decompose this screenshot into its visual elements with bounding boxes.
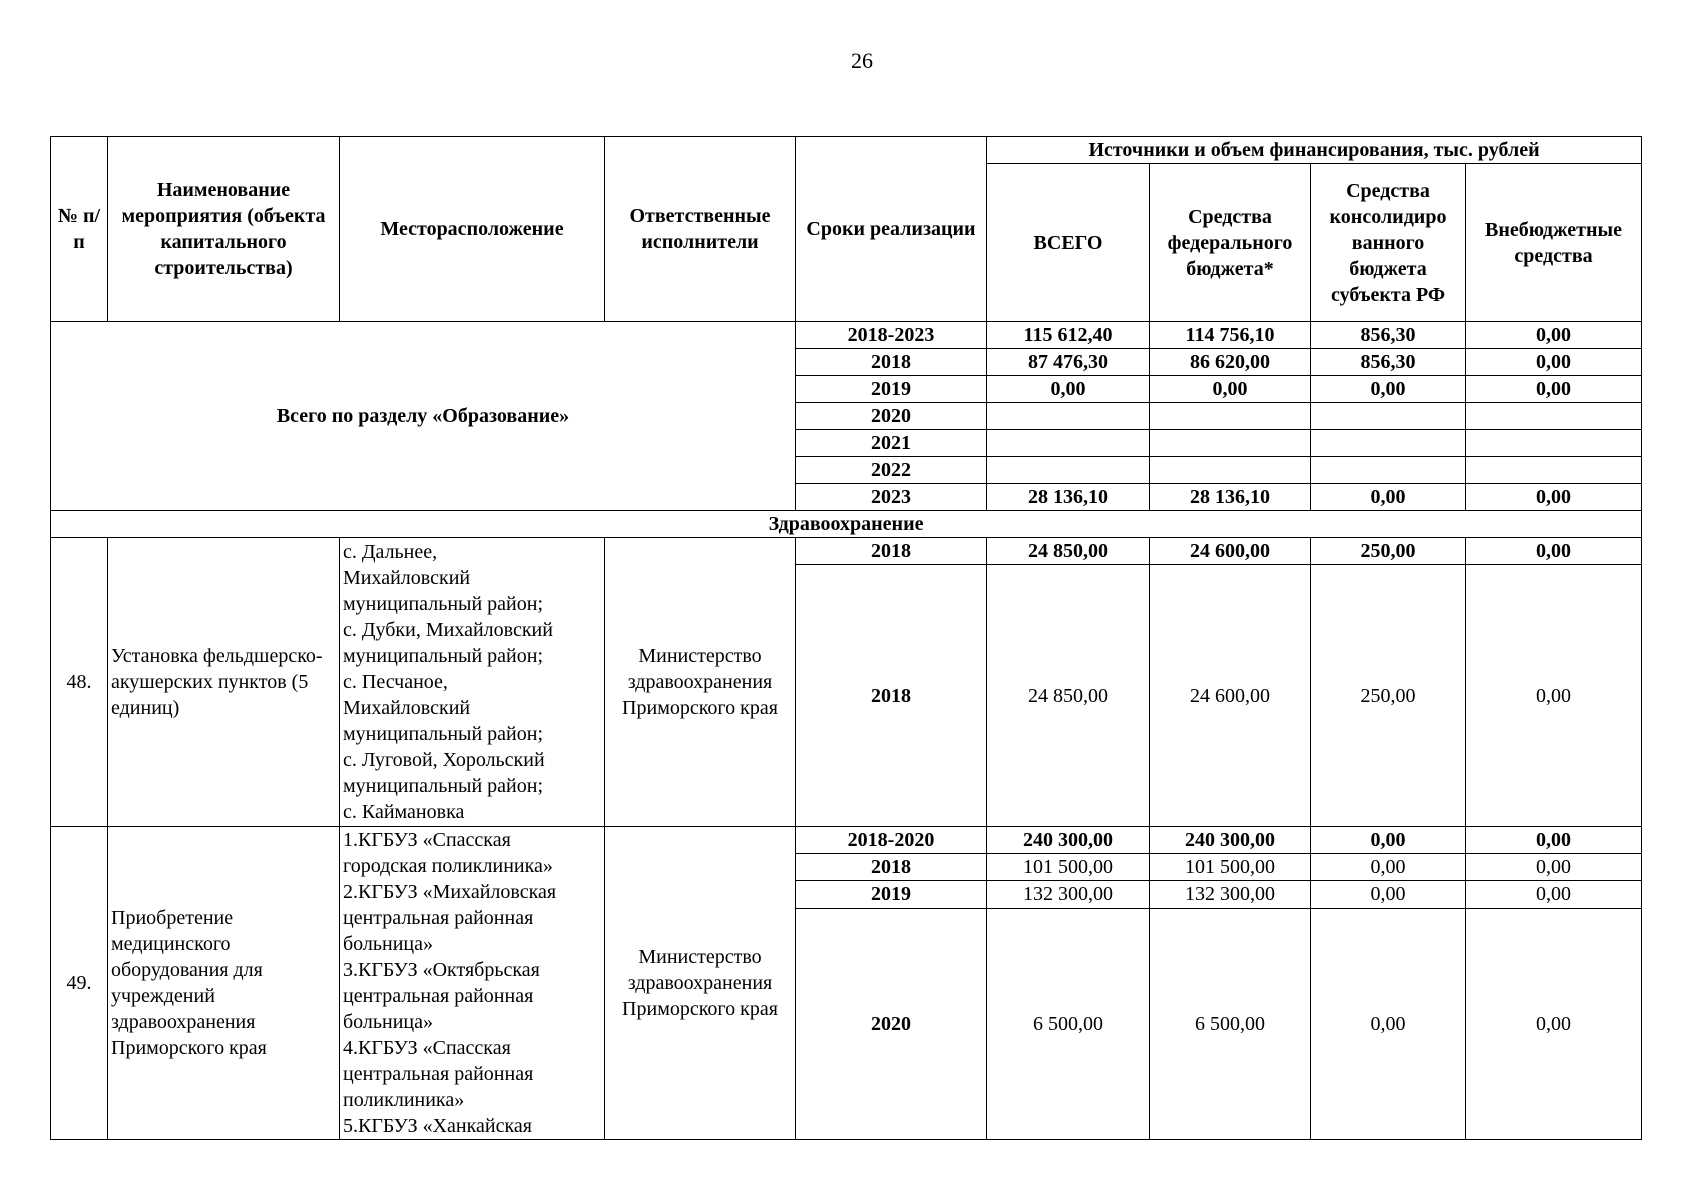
regional-cell: 250,00 [1311, 565, 1466, 827]
header-no: № п/п [51, 137, 108, 322]
year-cell: 2023 [796, 484, 987, 511]
total-cell [987, 457, 1150, 484]
regional-cell: 0,00 [1311, 376, 1466, 403]
federal-cell [1150, 457, 1311, 484]
year-cell: 2019 [796, 881, 987, 908]
total-cell: 87 476,30 [987, 349, 1150, 376]
year-cell: 2018-2020 [796, 827, 987, 854]
extra-cell [1466, 403, 1642, 430]
total-cell: 115 612,40 [987, 322, 1150, 349]
header-funding-group: Источники и объем финансирования, тыс. рублей [987, 137, 1642, 164]
section-title: Здравоохранение [51, 511, 1642, 538]
item-number: 49. [51, 827, 108, 1140]
year-cell: 2022 [796, 457, 987, 484]
extra-cell: 0,00 [1466, 349, 1642, 376]
header-total: ВСЕГО [987, 164, 1150, 322]
federal-cell: 28 136,10 [1150, 484, 1311, 511]
year-cell: 2021 [796, 430, 987, 457]
extra-cell: 0,00 [1466, 484, 1642, 511]
year-cell: 2018 [796, 854, 987, 881]
regional-cell [1311, 457, 1466, 484]
table-row [51, 538, 1642, 565]
extra-cell: 0,00 [1466, 854, 1642, 881]
year-cell: 2018 [796, 349, 987, 376]
year-cell: 2020 [796, 908, 987, 1139]
extra-cell: 0,00 [1466, 322, 1642, 349]
table-row [51, 322, 1642, 349]
year-cell: 2020 [796, 403, 987, 430]
federal-cell [1150, 403, 1311, 430]
item-executor: Министерство здравоохранения Приморского края [605, 538, 796, 827]
total-cell [987, 430, 1150, 457]
regional-cell: 250,00 [1311, 538, 1466, 565]
regional-cell: 0,00 [1311, 484, 1466, 511]
section-total-label: Всего по разделу «Образование» [51, 322, 796, 511]
financing-table [50, 136, 1642, 1140]
regional-cell [1311, 430, 1466, 457]
federal-cell: 240 300,00 [1150, 827, 1311, 854]
regional-cell: 856,30 [1311, 349, 1466, 376]
extra-cell: 0,00 [1466, 881, 1642, 908]
federal-cell: 132 300,00 [1150, 881, 1311, 908]
extra-cell [1466, 457, 1642, 484]
regional-cell: 0,00 [1311, 908, 1466, 1139]
federal-cell [1150, 430, 1311, 457]
extra-cell: 0,00 [1466, 538, 1642, 565]
year-cell: 2018 [796, 538, 987, 565]
total-cell: 24 850,00 [987, 538, 1150, 565]
extra-cell [1466, 430, 1642, 457]
federal-cell: 101 500,00 [1150, 854, 1311, 881]
header-name: Наименование мероприятия (объекта капитального строительства) [108, 137, 340, 322]
header-extrabudget: Внебюджетные средства [1466, 164, 1642, 322]
year-cell: 2018-2023 [796, 322, 987, 349]
section-heading-row [51, 511, 1642, 538]
page-number: 26 [851, 48, 873, 73]
header-executors: Ответственные исполнители [605, 137, 796, 322]
header-terms: Сроки реализации [796, 137, 987, 322]
header-federal: Средства федерального бюджета* [1150, 164, 1311, 322]
total-cell: 101 500,00 [987, 854, 1150, 881]
item-name: Установка фельдшерско-акушерских пунктов (5 единиц) [108, 538, 340, 827]
federal-cell: 114 756,10 [1150, 322, 1311, 349]
header-location: Месторасположение [340, 137, 605, 322]
year-cell: 2019 [796, 376, 987, 403]
total-cell: 132 300,00 [987, 881, 1150, 908]
item-name: Приобретение медицинского оборудования для учреждений здравоохранения Приморского края [108, 827, 340, 1140]
extra-cell: 0,00 [1466, 565, 1642, 827]
total-cell [987, 403, 1150, 430]
federal-cell: 6 500,00 [1150, 908, 1311, 1139]
item-location: 1.КГБУЗ «Спасская городская поликлиника» 2.КГБУЗ «Михайловская центральная районная больница» 3.КГБУЗ «Октябрьская центральная районная больница» 4.КГБУЗ «Спасская центральная районная поликлиника» 5.КГБУЗ «Ханкайская [340, 827, 605, 1140]
total-cell: 6 500,00 [987, 908, 1150, 1139]
total-cell: 240 300,00 [987, 827, 1150, 854]
regional-cell: 0,00 [1311, 854, 1466, 881]
regional-cell: 856,30 [1311, 322, 1466, 349]
total-cell: 0,00 [987, 376, 1150, 403]
regional-cell: 0,00 [1311, 827, 1466, 854]
federal-cell: 86 620,00 [1150, 349, 1311, 376]
regional-cell: 0,00 [1311, 881, 1466, 908]
extra-cell: 0,00 [1466, 827, 1642, 854]
extra-cell: 0,00 [1466, 908, 1642, 1139]
item-executor: Министерство здравоохранения Приморского края [605, 827, 796, 1140]
item-number: 48. [51, 538, 108, 827]
extra-cell: 0,00 [1466, 376, 1642, 403]
header-regional: Средства консолидиро ванного бюджета субъекта РФ [1311, 164, 1466, 322]
regional-cell [1311, 403, 1466, 430]
table-row [51, 827, 1642, 854]
header-row-1 [51, 137, 1642, 164]
year-cell: 2018 [796, 565, 987, 827]
total-cell: 24 850,00 [987, 565, 1150, 827]
total-cell: 28 136,10 [987, 484, 1150, 511]
federal-cell: 24 600,00 [1150, 565, 1311, 827]
federal-cell: 0,00 [1150, 376, 1311, 403]
item-location: с. Дальнее, Михайловский муниципальный район; с. Дубки, Михайловский муниципальный район; с. Песчаное, Михайловский муниципальный район; с. Луговой, Хорольский муниципальный район; с. Каймановка [340, 538, 605, 827]
federal-cell: 24 600,00 [1150, 538, 1311, 565]
